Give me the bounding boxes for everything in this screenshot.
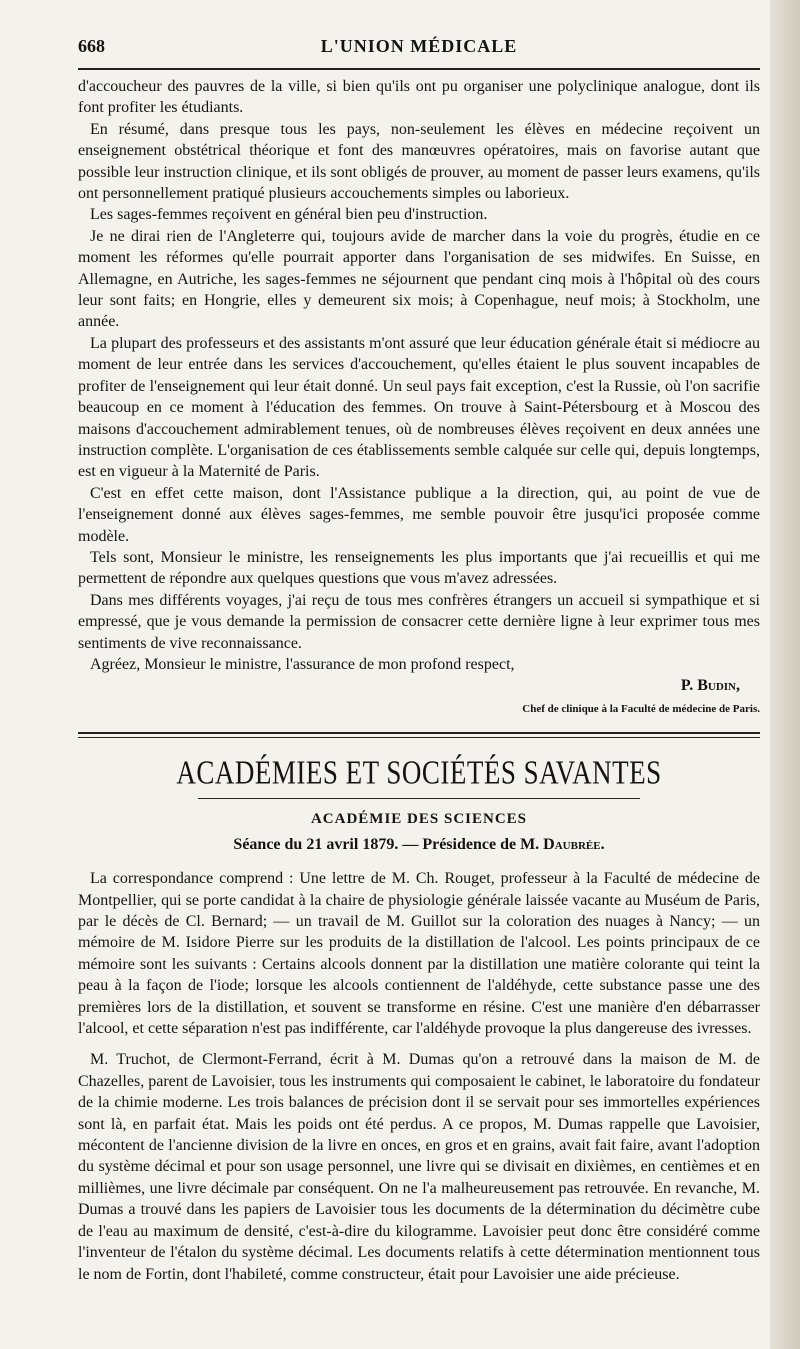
letter-paragraph: Tels sont, Monsieur le ministre, les renseignements les plus importants que j'ai recueillis et qui me permettent de répondre aux quelques questions que vous m'avez adressées. xyxy=(78,548,760,588)
letter-body xyxy=(78,76,760,720)
letter-paragraph: C'est en effet cette maison, dont l'Assistance publique a la direction, qui, au point de vue de l'enseignement donné aux élèves sages-femmes, me semble pouvoir être jusqu'ici proposée comme modèle. xyxy=(78,484,760,545)
journal-title: L'UNION MÉDICALE xyxy=(320,36,518,56)
page-gutter-shadow xyxy=(770,0,800,1349)
signature xyxy=(78,675,760,696)
paragraph-gap xyxy=(78,1039,760,1049)
session-president: Daubrée. xyxy=(543,836,605,854)
subsection-title: ACADÉMIE DES SCIENCES xyxy=(310,811,528,828)
letter-paragraph: Dans mes différents voyages, j'ai reçu de tous mes confrères étrangers un accueil si sympathique et si empressé, que je vous demande la permission de consacrer cette dernière ligne à leur exprimer tous mes sentiments de vive reconnaissance. xyxy=(78,591,760,652)
running-head xyxy=(78,22,760,70)
page-content xyxy=(78,22,760,1285)
letter-paragraph: Je ne dirai rien de l'Angleterre qui, toujours avide de marcher dans la voie du progrès, étudie en ce moment les réformes qu'elle pourrait apporter dans l'organisation de ses midwifes. En Suisse, en Allemagne, en Autriche, les sages-femmes ne séjournent que pendant cinq mois à l'hôpital où des cours leur sont faits; en Hongrie, elles y demeurent six mois; à Copenhague, neuf mois; à Stockholm, une année. xyxy=(78,227,760,331)
letter-paragraph: d'accoucheur des pauvres de la ville, si bien qu'ils ont pu organiser une polyclinique analogue, dont ils font profiter les étudiants. xyxy=(78,78,760,117)
page-number: 668 xyxy=(78,36,105,56)
section-body xyxy=(78,868,760,1285)
letter-paragraph: La plupart des professeurs et des assistants m'ont assuré que leur éducation générale était si médiocre au moment de leur entrée dans les services d'accouchement, qu'elles étaient le plus souvent incapables de profiter de l'enseignement qui leur était donné. Un seul pays fait exception, c'est la Russie, où l'on sacrifie beaucoup en ce moment à l'éducation des femmes. On trouve à Saint-Pétersbourg et à Moscou des maisons d'accouchement admirablement tenues, où de nombreuses élèves reçoivent en deux années une instruction complète. L'organisation de ces établissements semble calquée sur celle qui, depuis longtemps, est en vigueur à la Maternité de Paris. xyxy=(78,334,760,481)
signature-caption: Chef de clinique à la Faculté de médecine de Paris. xyxy=(522,702,760,715)
session-prefix: Séance du 21 avril 1879. — Présidence de M. xyxy=(233,836,540,854)
section-divider xyxy=(78,732,760,738)
letter-paragraph: En résumé, dans presque tous les pays, non-seulement les élèves en médecine reçoivent un enseignement obstétrical théorique et font des manœuvres opératoires, mais on favorise autant que possible leur instruction clinique, et ils sont obligés de prouver, au moment de passer leurs examens, qu'ils ont personnellement pratiqué plusieurs accouchements simples ou laborieux. xyxy=(78,120,760,203)
letter-paragraph: Les sages-femmes reçoivent en général bien peu d'instruction. xyxy=(90,206,488,224)
session-line xyxy=(78,836,760,854)
letter-paragraph: Agréez, Monsieur le ministre, l'assurance de mon profond respect, xyxy=(90,655,515,673)
signature-name: P. Budin, xyxy=(680,677,740,695)
section-title-rule xyxy=(198,798,640,799)
section-title: ACADÉMIES ET SOCIÉTÉS SAVANTES xyxy=(176,753,662,791)
section-paragraph: La correspondance comprend : Une lettre de M. Ch. Rouget, professeur à la Faculté de médecine de Montpellier, qui se porte candidat à la chaire de physiologie générale laissée vacante au Muséum de Paris, par le décès de Cl. Bernard; — un travail de M. Guillot sur la coloration des nuages à Nancy; — un mémoire de M. Isidore Pierre sur les produits de la distillation de l'alcool. Les points principaux de ce mémoire sont les suivants : Certains alcools donnent par la distillation une matière colorante qui teint la peau à la façon de l'iode; lorsque les alcools contiennent de l'aldéhyde, cette substance passe une des premières lors de la distillation, et souvent se transforme en résine. C'est une manière d'en débarrasser l'alcool, et cette séparation n'est pas indifférente, car l'aldéhyde provoque la plus dangereuse des ivresses. xyxy=(78,870,760,1038)
section-paragraph: M. Truchot, de Clermont-Ferrand, écrit à M. Dumas qu'on a retrouvé dans la maison de M. de Chazelles, parent de Lavoisier, tous les instruments qui composaient le cabinet, le laboratoire du fondateur de la chimie moderne. Les trois balances de précision dont il se servait pour ses immortelles expériences sont là, en parfait état. Mais les poids ont été perdus. A ce propos, M. Dumas rappelle que Lavoisier, mécontent de l'ancienne division de la livre en onces, en gros et en grains, avait fait faire, avant l'adoption du système décimal et pour son usage personnel, une livre qui se divisait en dixièmes, en centièmes et en millièmes, une livre décimale par conséquent. On ne l'a malheureusement pas retrouvée. En revanche, M. Dumas a trouvé dans les papiers de Lavoisier tous les documents de la détermination du décimètre cube de l'eau au maximum de densité, c'est-à-dire du kilogramme. Lavoisier peut donc être considéré comme l'inventeur de l'étalon du système décimal. Les documents relatifs à cette détermination mentionnent tous le nom de Fortin, dont l'habileté, comme constructeur, était pour Lavoisier une aide précieuse. xyxy=(78,1051,760,1283)
